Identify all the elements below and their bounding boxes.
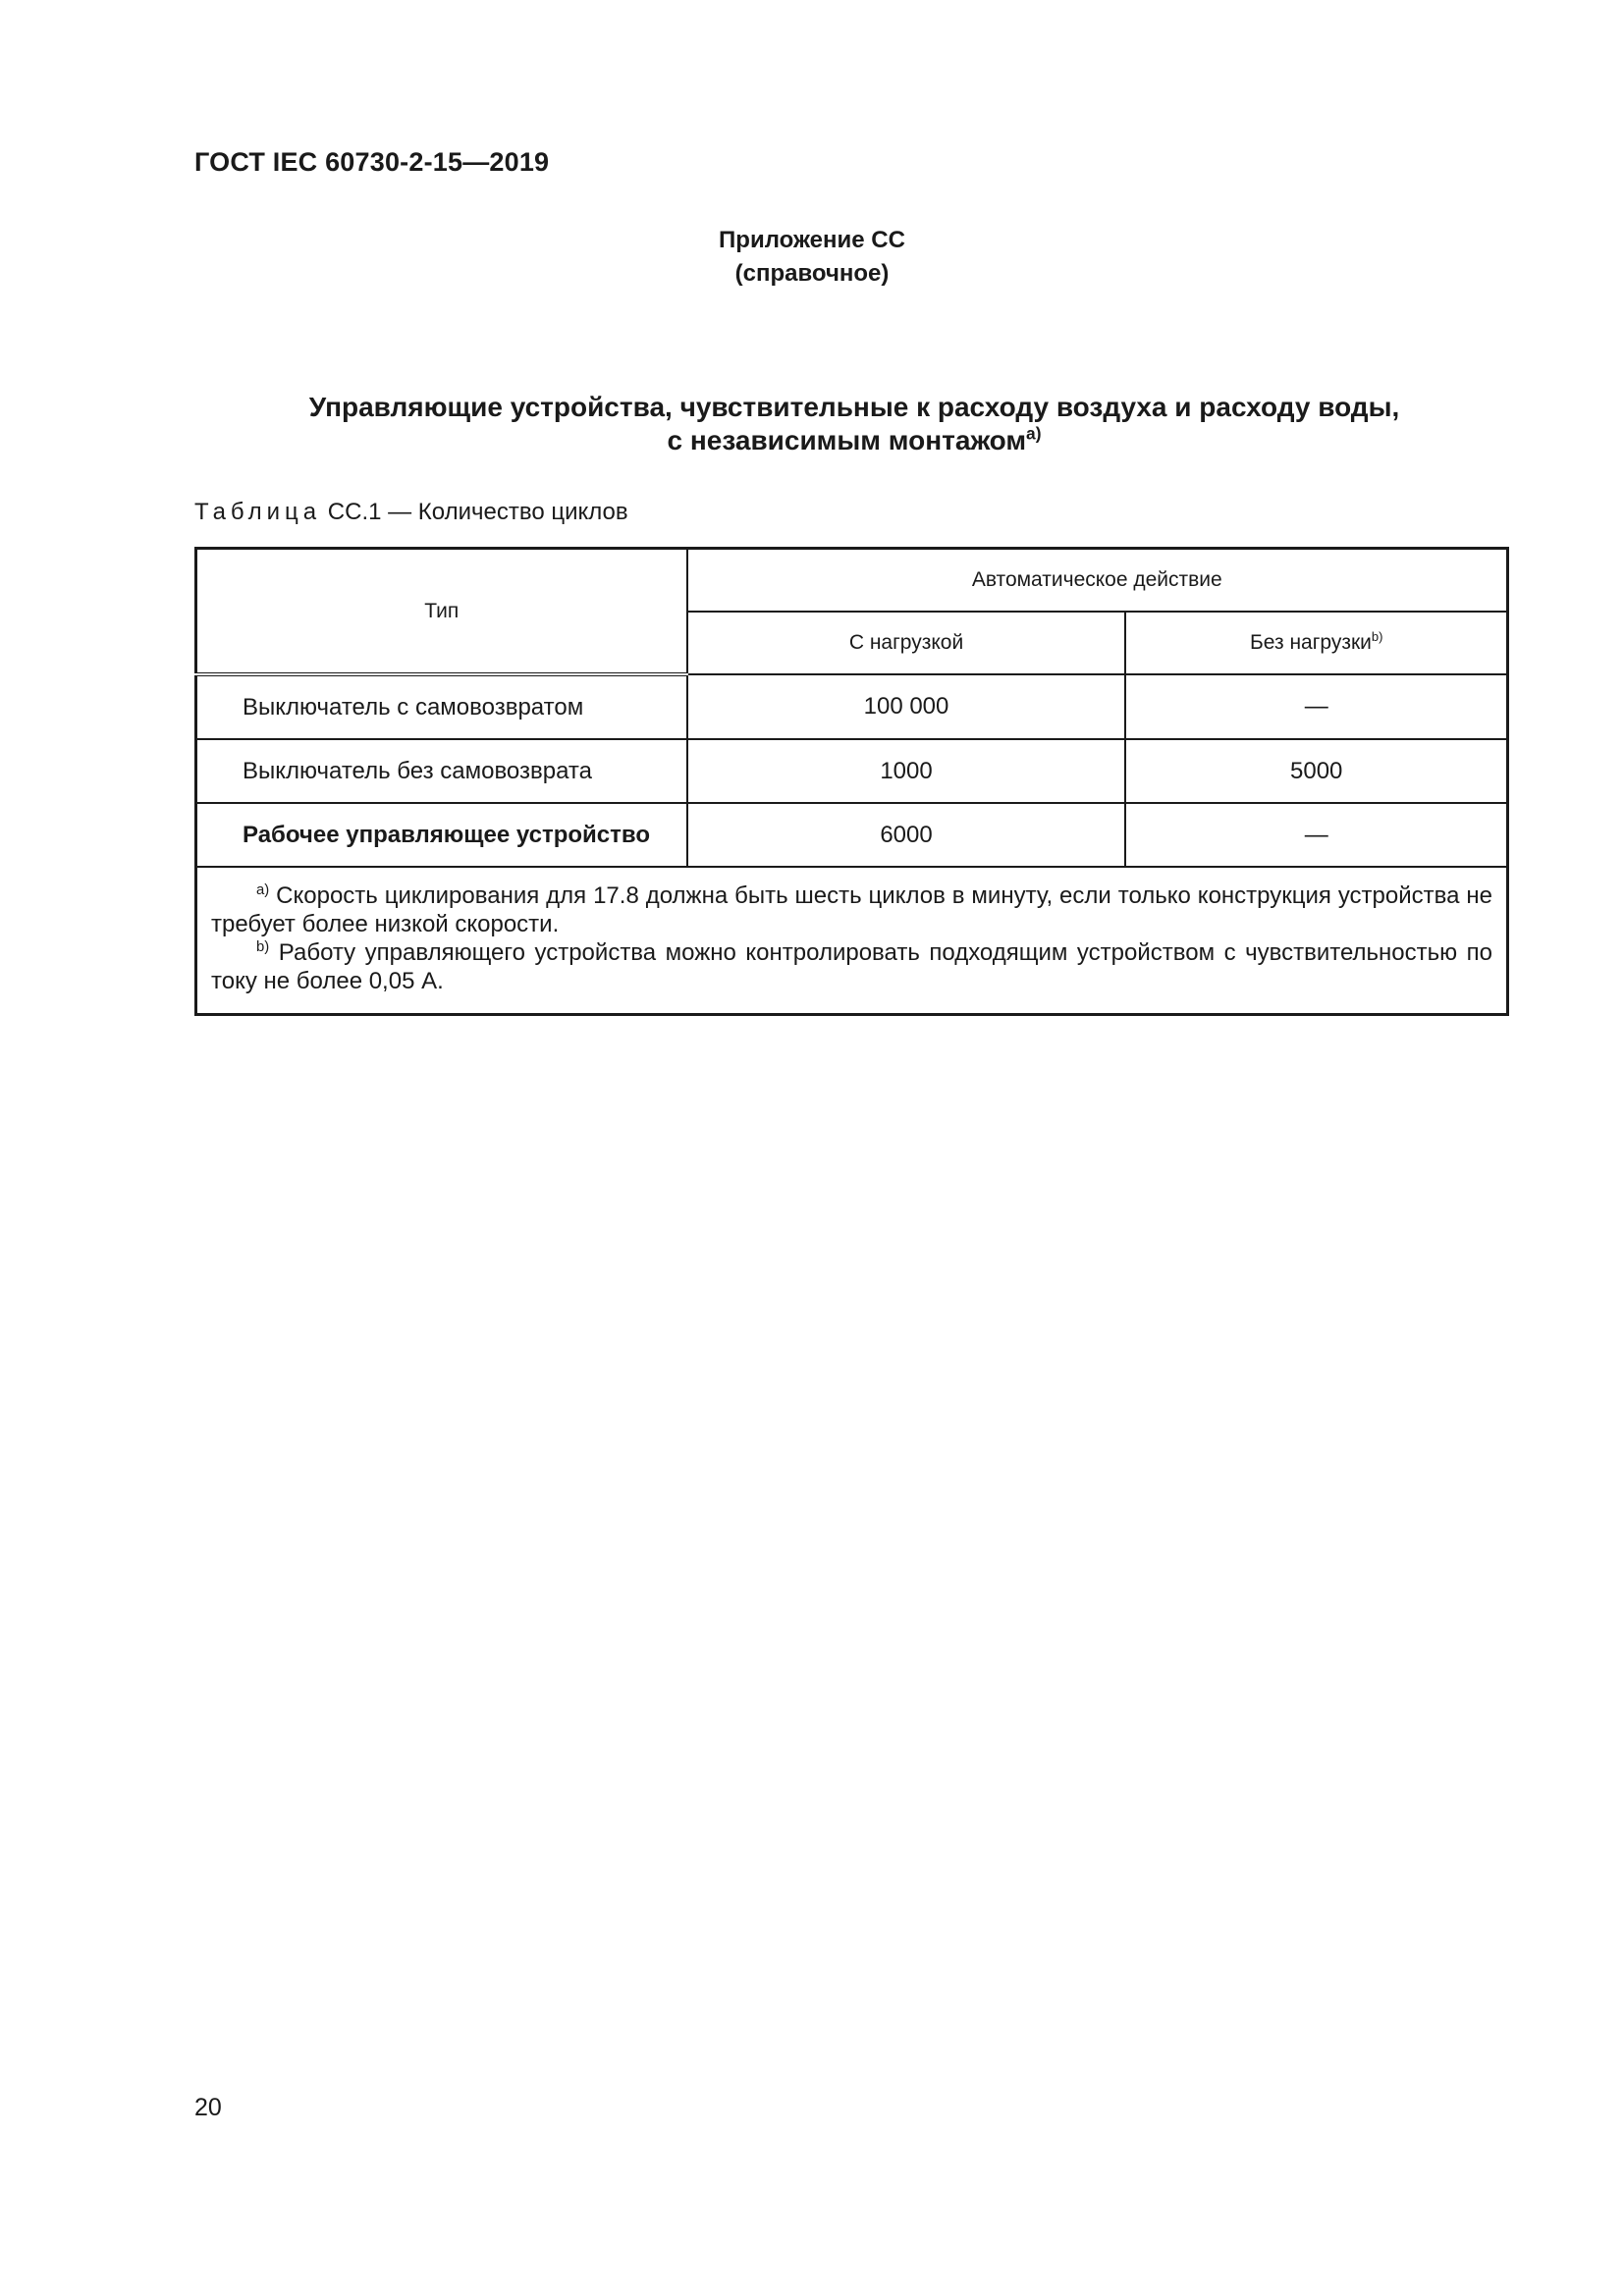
table-notes-row: [196, 867, 1508, 1015]
row-without-load: 5000: [1125, 739, 1507, 803]
annex-title-line1: Управляющие устройства, чувствительные к расходу воздуха и расходу воды,: [308, 392, 1400, 422]
table-row: [196, 739, 1508, 803]
table-header-row-1: [196, 549, 1508, 613]
table-caption: [194, 499, 628, 526]
table-notes: [196, 867, 1508, 1015]
row-without-load: —: [1125, 803, 1507, 867]
header-without-load-cell: [1125, 612, 1507, 674]
header-auto-action: Автоматическое действие: [687, 549, 1508, 613]
annex-title-note-mark: a): [1026, 423, 1042, 444]
row-type: Выключатель с самовозвратом: [196, 674, 687, 739]
annex-title-line2-wrap: [0, 424, 1624, 457]
note-mark: b): [256, 939, 270, 955]
header-without-load-note-mark: b): [1371, 629, 1383, 644]
cycles-table: [194, 547, 1509, 1016]
row-with-load: 1000: [687, 739, 1126, 803]
note-text: Скорость циклирования для 17.8 должна быть шесть циклов в минуту, если только конструкция устройства не требует более низкой скорости.: [211, 882, 1492, 937]
row-type: Рабочее управляющее устройство: [196, 803, 687, 867]
row-type: Выключатель без самовозврата: [196, 739, 687, 803]
note-text: Работу управляющего устройства можно контролировать подходящим устройством с чувствительностью по току не более 0,05 А.: [211, 939, 1492, 994]
header-type: Тип: [196, 549, 687, 675]
table-caption-text: СС.1 — Количество циклов: [327, 499, 628, 525]
annex-status: (справочное): [734, 260, 890, 287]
header-with-load: С нагрузкой: [687, 612, 1126, 674]
table-caption-prefix: Таблица: [194, 499, 322, 525]
annex-title-line2: с независимым монтажом: [667, 425, 1027, 455]
table-row: [196, 674, 1508, 739]
annex-heading: [0, 224, 1624, 291]
row-without-load: —: [1125, 674, 1507, 739]
table-row: [196, 803, 1508, 867]
note-mark: a): [256, 882, 270, 898]
header-without-load: Без нагрузки: [1249, 631, 1372, 654]
annex-label: Приложение СС: [719, 227, 905, 253]
row-with-load: 6000: [687, 803, 1126, 867]
standard-code: ГОСТ IEC 60730-2-15—2019: [194, 147, 550, 177]
annex-title: [0, 391, 1624, 457]
row-with-load: 100 000: [687, 674, 1126, 739]
page-number: 20: [194, 2094, 222, 2121]
table-note: [211, 938, 1492, 995]
table-note: [211, 881, 1492, 938]
